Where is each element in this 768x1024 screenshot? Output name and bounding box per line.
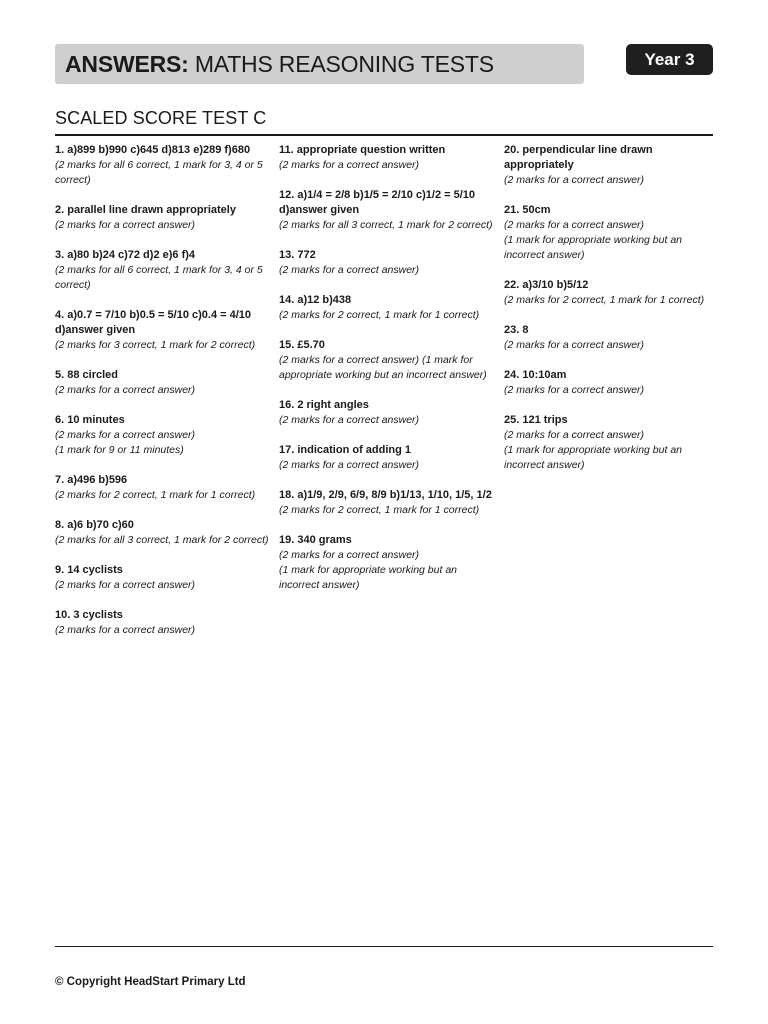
answer-text: a)12 b)438	[294, 294, 352, 306]
marking-note: (2 marks for all 3 correct, 1 mark for 2 correct)	[279, 219, 493, 231]
question-number: 3.	[55, 249, 65, 261]
answer-text: 340 grams	[294, 534, 352, 546]
marking-note: (2 marks for a correct answer) (1 mark for appropriate working but an incorrect answer)	[279, 354, 487, 381]
answer-item	[279, 488, 494, 518]
marking-note: (2 marks for 3 correct, 1 mark for 2 correct)	[55, 339, 256, 351]
marking-note: (1 mark for appropriate working but an incorrect answer)	[504, 234, 683, 261]
question-number: 11.	[279, 144, 294, 156]
answer-item	[504, 368, 719, 398]
marking-note: (2 marks for 2 correct, 1 mark for 1 correct)	[504, 294, 705, 306]
answer-text: 14 cyclists	[64, 564, 123, 576]
marking-note: (1 mark for appropriate working but an incorrect answer)	[279, 564, 458, 591]
answer-item	[279, 398, 494, 428]
answer-text: a)6 b)70 c)60	[64, 519, 134, 531]
answer-line	[55, 143, 270, 158]
marking-note: (2 marks for 2 correct, 1 mark for 1 correct)	[55, 489, 256, 501]
answer-line	[279, 338, 494, 353]
answer-item	[279, 143, 494, 173]
answer-text: a)899 b)990 c)645 d)813 e)289 f)680	[64, 144, 251, 156]
marking-note: (2 marks for a correct answer)	[504, 429, 645, 441]
answer-text: indication of adding 1	[294, 444, 412, 456]
answer-text: 50cm	[519, 204, 551, 216]
answer-item	[504, 203, 719, 263]
question-number: 1.	[55, 144, 65, 156]
answer-item	[279, 293, 494, 323]
copyright-notice: © Copyright HeadStart Primary Ltd	[55, 976, 246, 988]
answer-item	[55, 308, 270, 353]
answer-item	[55, 143, 270, 188]
answer-item	[55, 473, 270, 503]
answer-text: a)0.7 = 7/10 b)0.5 = 5/10 c)0.4 = 4/10 d)answer given	[55, 309, 252, 336]
answer-item	[55, 518, 270, 548]
answer-item	[279, 188, 494, 233]
marking-note: (2 marks for a correct answer)	[279, 459, 420, 471]
marking-note: (2 marks for a correct answer)	[504, 384, 645, 396]
marking-note: (2 marks for all 3 correct, 1 mark for 2 correct)	[55, 534, 269, 546]
marking-note: (2 marks for a correct answer)	[504, 339, 645, 351]
answer-item	[55, 203, 270, 233]
answers-column-1	[55, 143, 270, 653]
question-number: 7.	[55, 474, 65, 486]
marking-note: (2 marks for a correct answer)	[504, 174, 645, 186]
marking-note: (2 marks for a correct answer)	[279, 549, 420, 561]
answers-column-2	[279, 143, 494, 608]
question-number: 5.	[55, 369, 65, 381]
page-title-rest: MATHS REASONING TESTS	[188, 51, 494, 77]
answer-text: 8	[519, 324, 529, 336]
answer-line	[504, 143, 719, 173]
answer-line	[504, 203, 719, 218]
answer-text: 10 minutes	[64, 414, 125, 426]
question-number: 19.	[279, 534, 295, 546]
answer-item	[504, 323, 719, 353]
answer-text: 772	[294, 249, 316, 261]
answer-line	[279, 143, 494, 158]
answer-line	[279, 443, 494, 458]
answer-line	[504, 413, 719, 428]
answer-line	[504, 278, 719, 293]
answer-line	[279, 188, 494, 218]
answer-line	[279, 533, 494, 548]
question-number: 20.	[504, 144, 520, 156]
question-number: 23.	[504, 324, 520, 336]
answer-text: a)80 b)24 c)72 d)2 e)6 f)4	[64, 249, 196, 261]
marking-note: (1 mark for 9 or 11 minutes)	[55, 444, 184, 456]
answer-text: a)496 b)596	[64, 474, 128, 486]
marking-note: (2 marks for a correct answer)	[279, 159, 420, 171]
answer-item	[55, 413, 270, 458]
answer-item	[55, 248, 270, 293]
answer-item	[279, 248, 494, 278]
answer-line	[504, 323, 719, 338]
question-number: 17.	[279, 444, 295, 456]
answer-item	[504, 413, 719, 473]
question-number: 12.	[279, 189, 295, 201]
answer-item	[55, 563, 270, 593]
answer-line	[279, 248, 494, 263]
section-title: SCALED SCORE TEST C	[55, 108, 267, 128]
answer-text: 3 cyclists	[70, 609, 123, 621]
marking-note: (2 marks for all 6 correct, 1 mark for 3, 4 or 5 correct)	[55, 159, 263, 186]
marking-note: (2 marks for a correct answer)	[55, 219, 196, 231]
answer-line	[504, 368, 719, 383]
answer-item	[55, 608, 270, 638]
answers-column-3	[504, 143, 719, 488]
question-number: 24.	[504, 369, 520, 381]
answer-item	[279, 338, 494, 383]
question-number: 13.	[279, 249, 295, 261]
answer-line	[55, 368, 270, 383]
marking-note: (2 marks for a correct answer)	[55, 579, 196, 591]
answer-text: perpendicular line drawn appropriately	[504, 144, 653, 171]
section-divider	[55, 134, 713, 136]
marking-note: (2 marks for 2 correct, 1 mark for 1 correct)	[279, 309, 480, 321]
answer-line	[55, 473, 270, 488]
question-number: 9.	[55, 564, 65, 576]
question-number: 10.	[55, 609, 71, 621]
answer-item	[504, 143, 719, 188]
question-number: 21.	[504, 204, 520, 216]
answer-line	[279, 488, 494, 503]
answer-text: a)1/9, 2/9, 6/9, 8/9 b)1/13, 1/10, 1/5, 1/2	[294, 489, 492, 501]
page-title	[65, 49, 494, 79]
answer-text: 10:10am	[519, 369, 567, 381]
marking-note: (2 marks for all 6 correct, 1 mark for 3, 4 or 5 correct)	[55, 264, 263, 291]
page-title-bold: ANSWERS:	[65, 51, 189, 77]
answer-text: 88 circled	[64, 369, 119, 381]
question-number: 15.	[279, 339, 295, 351]
answer-text: £5.70	[294, 339, 325, 351]
answer-text: a)3/10 b)5/12	[519, 279, 589, 291]
question-number: 4.	[55, 309, 65, 321]
question-number: 8.	[55, 519, 65, 531]
marking-note: (2 marks for 2 correct, 1 mark for 1 correct)	[279, 504, 480, 516]
answer-line	[279, 293, 494, 308]
question-number: 16.	[279, 399, 295, 411]
answer-item	[55, 368, 270, 398]
marking-note: (2 marks for a correct answer)	[279, 264, 420, 276]
answer-line	[55, 203, 270, 218]
marking-note: (1 mark for appropriate working but an incorrect answer)	[504, 444, 683, 471]
question-number: 25.	[504, 414, 520, 426]
question-number: 22.	[504, 279, 520, 291]
marking-note: (2 marks for a correct answer)	[55, 624, 196, 636]
answer-line	[55, 413, 270, 428]
answer-text: parallel line drawn appropriately	[64, 204, 236, 216]
answer-text: 121 trips	[519, 414, 568, 426]
marking-note: (2 marks for a correct answer)	[279, 414, 420, 426]
answer-text: a)1/4 = 2/8 b)1/5 = 2/10 c)1/2 = 5/10 d)answer given	[279, 189, 476, 216]
year-badge: Year 3	[626, 44, 713, 75]
answer-line	[55, 308, 270, 338]
answer-item	[504, 278, 719, 308]
answer-item	[279, 443, 494, 473]
question-number: 18.	[279, 489, 295, 501]
answer-text: appropriate question written	[293, 144, 446, 156]
header-bar	[55, 44, 584, 84]
footer-divider	[55, 946, 713, 947]
marking-note: (2 marks for a correct answer)	[504, 219, 645, 231]
answer-text: 2 right angles	[294, 399, 369, 411]
question-number: 6.	[55, 414, 65, 426]
question-number: 2.	[55, 204, 65, 216]
answer-line	[55, 518, 270, 533]
answer-line	[55, 248, 270, 263]
answer-line	[55, 608, 270, 623]
answer-line	[279, 398, 494, 413]
answer-line	[55, 563, 270, 578]
marking-note: (2 marks for a correct answer)	[55, 429, 196, 441]
answer-item	[279, 533, 494, 593]
question-number: 14.	[279, 294, 295, 306]
marking-note: (2 marks for a correct answer)	[55, 384, 196, 396]
